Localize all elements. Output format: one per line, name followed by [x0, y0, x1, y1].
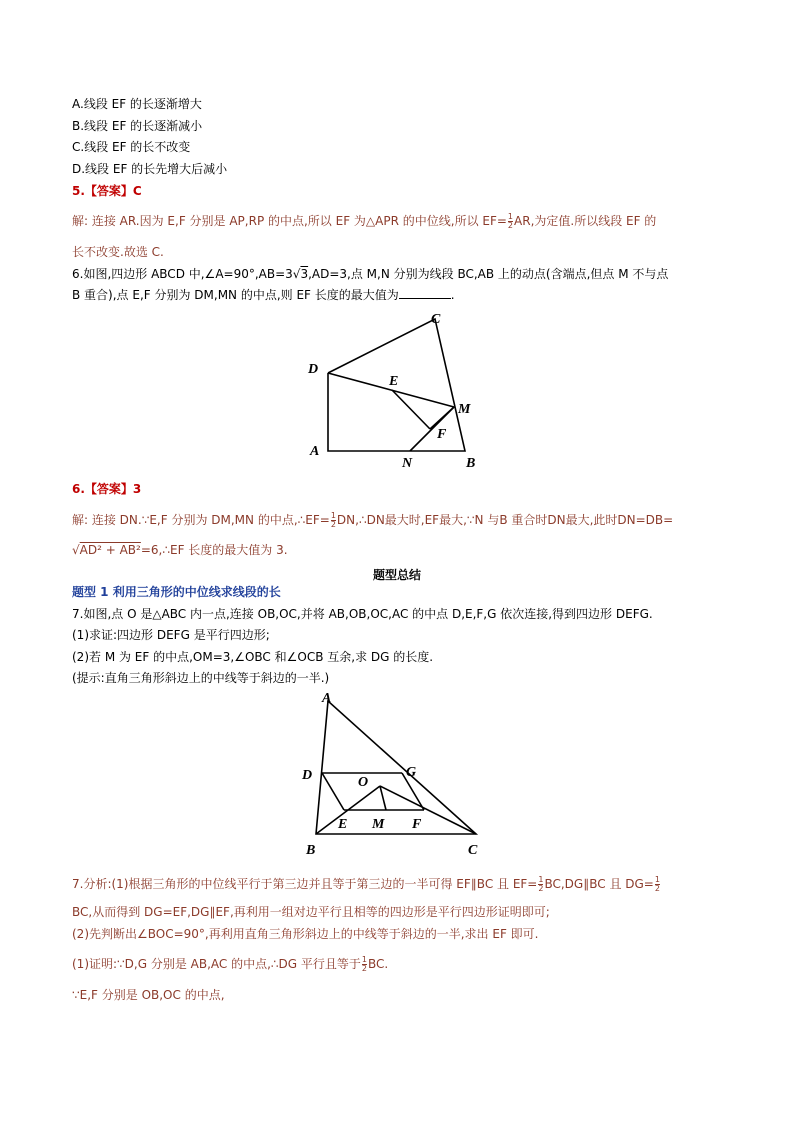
- sqrt-symbol: √AD² + AB²: [72, 543, 141, 557]
- q5-solution-line2: 长不改变.故选 C.: [72, 245, 164, 259]
- fraction-half: $\frac{1}{2}$: [654, 875, 660, 893]
- label-A: A: [310, 444, 320, 459]
- section-title: 题型总结: [372, 568, 421, 582]
- label-C: C: [431, 312, 441, 327]
- sqrt-symbol: √3: [292, 267, 309, 281]
- label-D: D: [302, 768, 313, 783]
- q7-statement-line4: (提示:直角三角形斜边上的中线等于斜边的一半.): [72, 671, 330, 685]
- q6-statement-line1: 6.如图,四边形 ABCD 中,∠A=90°,AB=3√3,AD=3,点 M,N 分别为线段 BC,AB 上的动点(含端点,但点 M 不与点: [72, 267, 669, 281]
- q6-figure: [300, 305, 500, 475]
- type1-title: 题型 1 利用三角形的中位线求线段的长: [72, 585, 281, 599]
- label-F: F: [437, 427, 447, 442]
- option-b: B.线段 EF 的长逐渐减小: [72, 119, 203, 133]
- q7-analysis-line2: BC,从而得到 DG=EF,DG∥EF,再利用一组对边平行且相等的四边形是平行四边形证明即可;: [72, 905, 550, 919]
- label-G: G: [406, 765, 417, 780]
- label-D: D: [308, 362, 319, 377]
- fraction-half: $\frac{1}{2}$: [361, 955, 368, 973]
- label-A: A: [322, 691, 332, 706]
- q7-analysis-line3: (2)先判断出∠BOC=90°,再利用直角三角形斜边上的中线等于斜边的一半,求出 EF 即可.: [72, 927, 539, 941]
- q7-proof-line1: (1)证明:∵D,G 分别是 AB,AC 的中点,∴DG 平行且等于 $\frac{1}{2}$ BC.: [72, 955, 389, 973]
- option-a: A.线段 EF 的长逐渐增大: [72, 97, 202, 111]
- q7-analysis-line1: 7.分析:(1)根据三角形的中位线平行于第三边并且等于第三边的一半可得 EF∥BC 且 EF= $\frac{1}{2}$ BC,DG∥BC 且 DG= $\frac{1}{2}$: [72, 875, 660, 893]
- q7-statement-line2: (1)求证:四边形 DEFG 是平行四边形;: [72, 628, 270, 642]
- option-c: C.线段 EF 的长不改变: [72, 140, 191, 154]
- option-d: D.线段 EF 的长先增大后减小: [72, 162, 228, 176]
- label-M: M: [372, 817, 385, 832]
- label-E: E: [389, 374, 399, 389]
- answer-blank: [399, 287, 451, 299]
- label-M: M: [458, 402, 471, 417]
- q6-statement-line2: B 重合),点 E,F 分别为 DM,MN 的中点,则 EF 长度的最大值为 .: [72, 288, 455, 302]
- q6-answer: 6.【答案】3: [72, 482, 142, 496]
- label-F: F: [412, 817, 422, 832]
- q5-solution-line1: 解: 连接 AR.因为 E,F 分别是 AP,RP 的中点,所以 EF 为△APR 的中位线,所以 EF= $\frac{1}{2}$ AR,为定值.所以线段 EF 的: [72, 212, 657, 230]
- q7-figure: [296, 688, 496, 860]
- fraction-half: $\frac{1}{2}$: [507, 212, 514, 230]
- label-O: O: [358, 775, 369, 790]
- q7-statement-line1: 7.如图,点 O 是△ABC 内一点,连接 OB,OC,并将 AB,OB,OC,AC 的中点 D,E,F,G 依次连接,得到四边形 DEFG.: [72, 607, 653, 621]
- q7-statement-line3: (2)若 M 为 EF 的中点,OM=3,∠OBC 和∠OCB 互余,求 DG 的长度.: [72, 650, 434, 664]
- fraction-half: $\frac{1}{2}$: [538, 875, 544, 893]
- fraction-half: $\frac{1}{2}$: [330, 511, 336, 529]
- label-E: E: [338, 817, 348, 832]
- label-C: C: [468, 843, 478, 858]
- q6-solution-line2: √AD² + AB²=6,∴EF 长度的最大值为 3.: [72, 543, 288, 557]
- label-B: B: [466, 456, 476, 471]
- q6-solution-line1: 解: 连接 DN.∵E,F 分别为 DM,MN 的中点,∴EF= $\frac{1}{2}$ DN,∴DN最大时,EF最大,∵N 与B 重合时DN最大,此时DN=DB=: [72, 511, 674, 529]
- label-B: B: [306, 843, 316, 858]
- label-N: N: [402, 456, 413, 471]
- q5-answer: 5.【答案】C: [72, 184, 142, 198]
- q7-proof-line2: ∵E,F 分别是 OB,OC 的中点,: [72, 988, 225, 1002]
